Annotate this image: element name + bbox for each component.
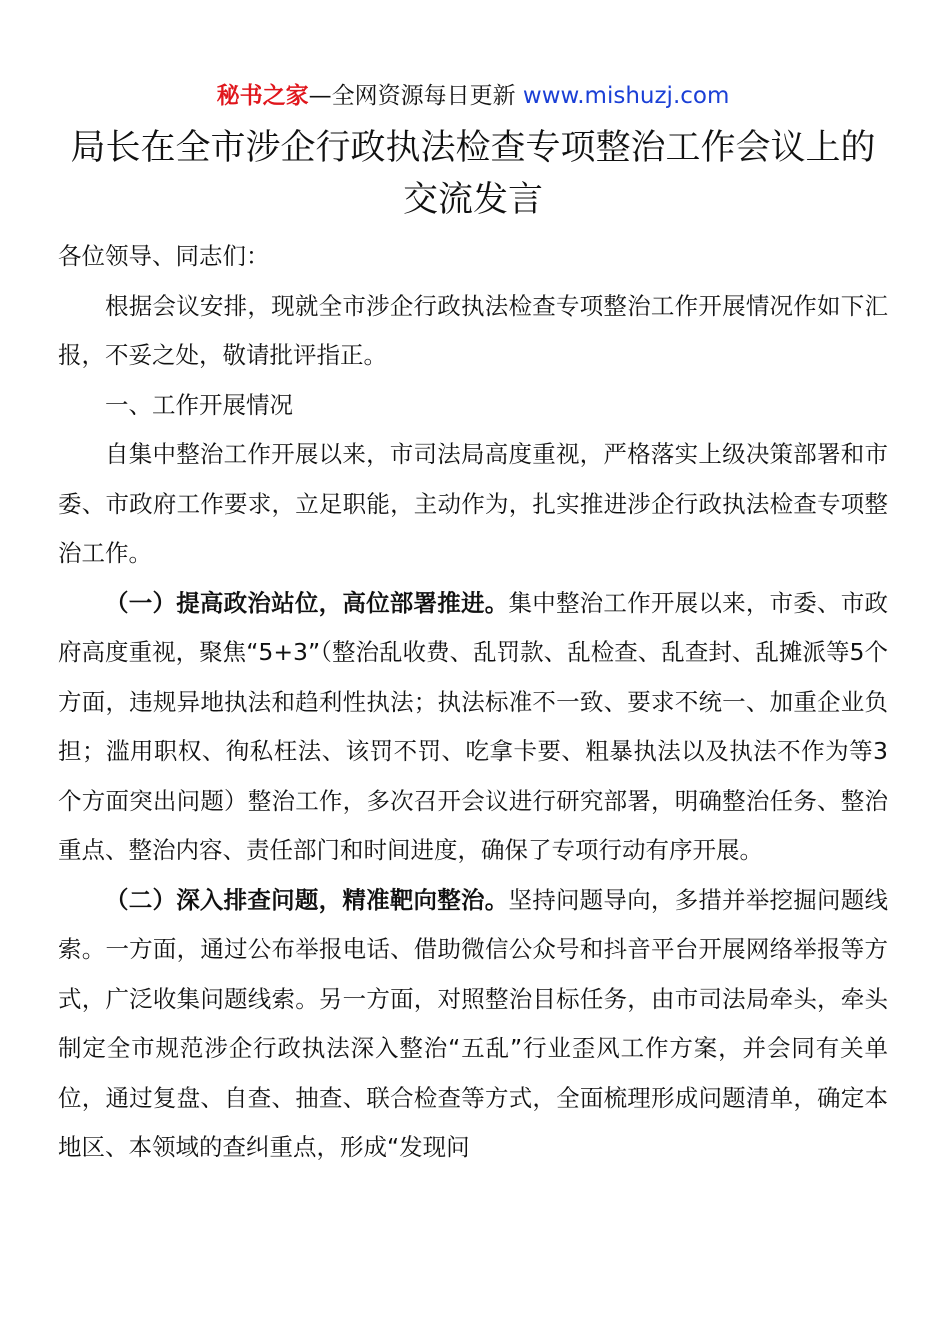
item-2-lead: （二）深入排查问题，精准靶向整治。 xyxy=(105,885,509,914)
salutation: 各位领导、同志们： xyxy=(58,242,270,270)
item-1-lead: （一）提高政治站位，高位部署推进。 xyxy=(105,588,509,617)
section-paragraph: 自集中整治工作开展以来，市司法局高度重视，严格落实上级决策部署和市委、市政府工作要求，立足职能，主动作为，扎实推进涉企行政执法检查专项整治工作。 xyxy=(58,440,888,567)
item-2-paragraph xyxy=(58,876,888,1173)
document-body xyxy=(58,232,888,1173)
title-line-1: 局长在全市涉企行政执法检查专项整治工作会议上的 xyxy=(70,128,876,168)
brand-name: 秘书之家 xyxy=(216,83,309,109)
section-heading: 一、工作开展情况 xyxy=(105,390,293,419)
item-2-text: 坚持问题导向，多措并举挖掘问题线索。一方面，通过公布举报电话、借助微信公众号和抖音平台开展网络举报等方式，广泛收集问题线索。另一方面，对照整治目标任务，由市司法局牵头，牵头制定全市规范涉企行政执法深入整治“五乱”行业歪风工作方案，并会同有关单位，通过复盘、自查、抽查、联合检查等方式，全面梳理形成问题清单，确定本地区、本领域的查纠重点，形成“发现问 xyxy=(58,885,888,1161)
header-tagline: —全网资源每日更新 xyxy=(308,83,523,109)
item-1-paragraph xyxy=(58,579,888,876)
site-url-link[interactable]: www.mishuzj.com xyxy=(522,83,730,109)
site-header xyxy=(58,78,888,114)
title-line-2: 交流发言 xyxy=(402,180,543,220)
item-1-text: 集中整治工作开展以来，市委、市政府高度重视，聚焦“5+3”（整治乱收费、乱罚款、乱检查、乱查封、乱摊派等5个方面，违规异地执法和趋利性执法；执法标准不一致、要求不统一、加重企业负担；滥用职权、徇私枉法、该罚不罚、吃拿卡要、粗暴执法以及执法不作为等3个方面突出问题）整治工作，多次召开会议进行研究部署，明确整治任务、整治重点、整治内容、责任部门和时间进度，确保了专项行动有序开展。 xyxy=(58,588,888,864)
intro-paragraph: 根据会议安排，现就全市涉企行政执法检查专项整治工作开展情况作如下汇报，不妥之处，敬请批评指正。 xyxy=(58,291,888,369)
document-title xyxy=(58,122,888,226)
